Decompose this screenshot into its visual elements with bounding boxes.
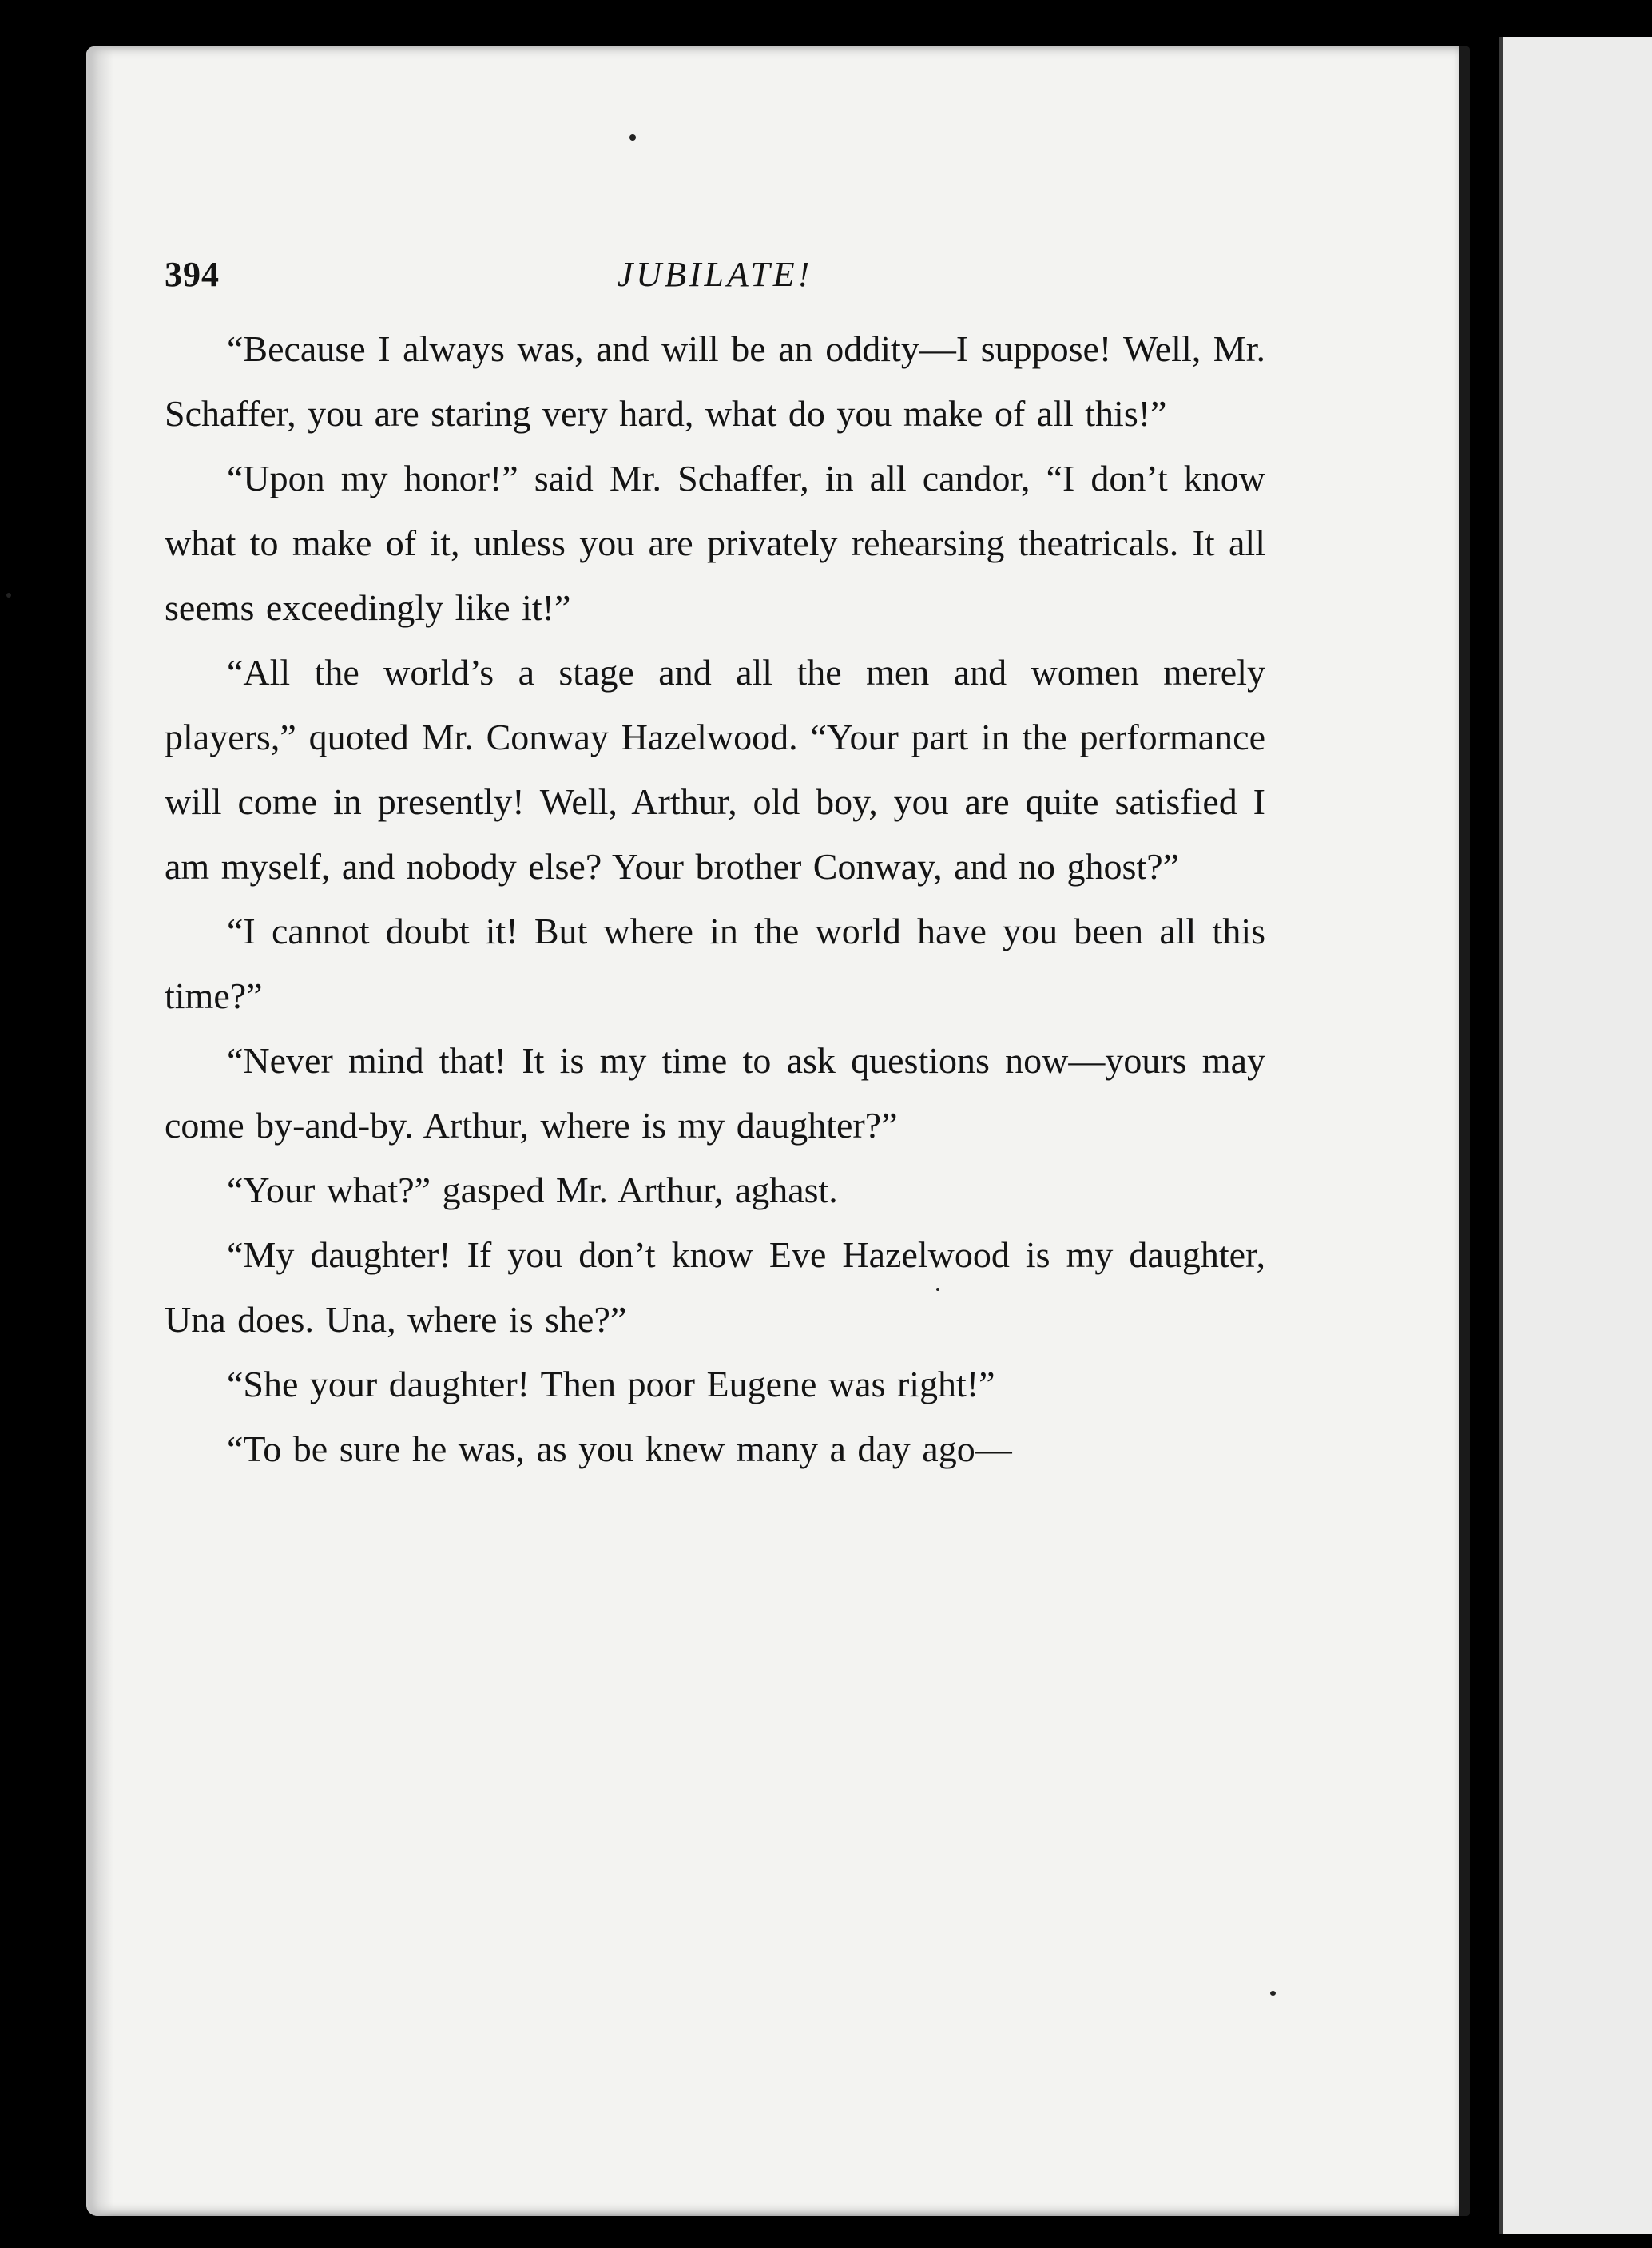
paragraph: “Upon my honor!” said Mr. Schaffer, in all candor, “I don’t know what to make of it, unless you are privately rehearsing theatricals. It all seems exceedingly like it!” [165, 458, 1265, 628]
paragraph: “Your what?” gasped Mr. Arthur, aghast. [227, 1170, 838, 1210]
dust-speck [1270, 1991, 1276, 1996]
facing-page-edge [1499, 37, 1652, 2234]
paragraph: “To be sure he was, as you knew many a day ago— [227, 1428, 1012, 1469]
paragraph: “I cannot doubt it! But where in the world have you been all this time?” [165, 911, 1265, 1016]
running-title: JUBILATE! [617, 255, 813, 294]
page-number: 394 [165, 255, 220, 294]
page-content [165, 254, 1265, 1481]
dust-speck [6, 593, 11, 598]
paragraph: “My daughter! If you don’t know Eve Hazelwood is my daughter, Una does. Una, where is she?” [165, 1234, 1265, 1340]
page-header [165, 254, 1265, 316]
paragraph: “All the world’s a stage and all the men and women merely players,” quoted Mr. Conway Hazelwood. “Your part in the performance will come in presently! Well, Arthur, old boy, you are quite satisfied I am myself, and nobody else? Your brother Conway, and no ghost?” [165, 652, 1265, 887]
paragraph: “Never mind that! It is my time to ask questions now—yours may come by-and-by. Arthur, where is my daughter?” [165, 1040, 1265, 1146]
paragraph: “Because I always was, and will be an oddity—I suppose! Well, Mr. Schaffer, you are staring very hard, what do you make of all this!” [165, 328, 1265, 434]
dust-speck [629, 134, 636, 141]
paragraph: “She your daughter! Then poor Eugene was right!” [227, 1364, 995, 1404]
body-text [165, 316, 1265, 1481]
page-gutter-shadow [86, 46, 113, 2216]
